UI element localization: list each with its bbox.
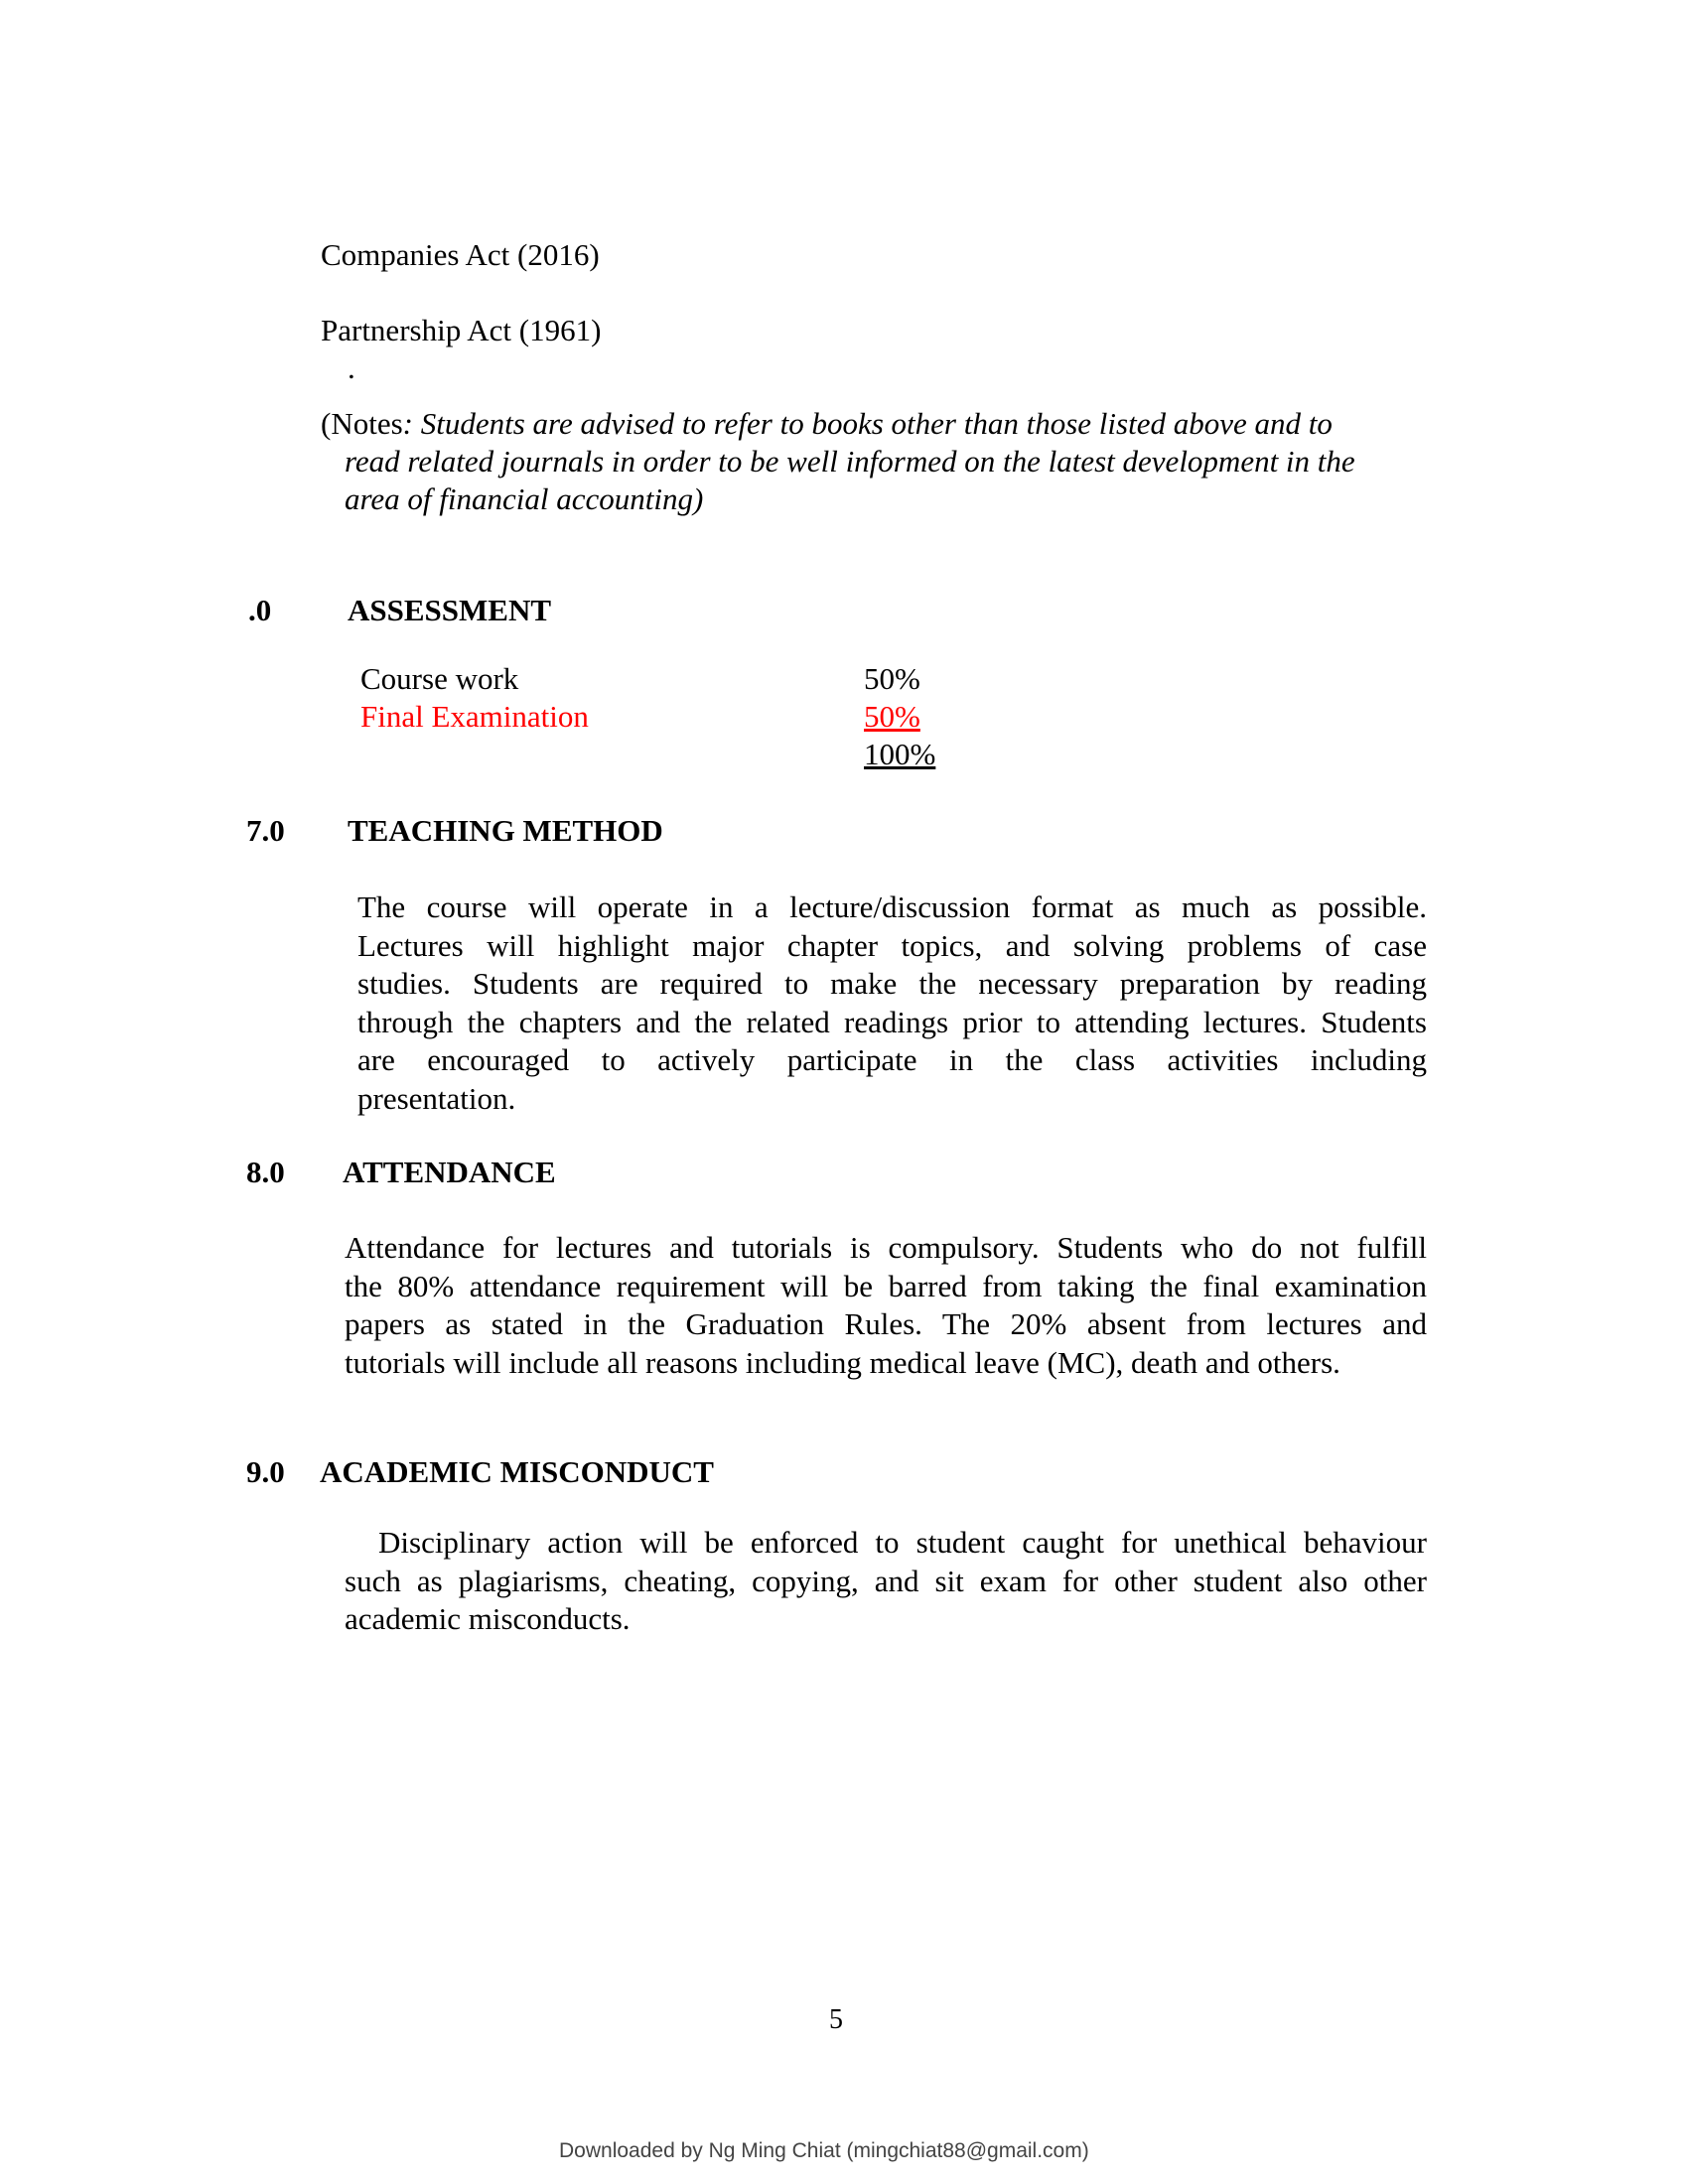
misconduct-line: Disciplinary action will be enforced to student caught for unethical behaviour bbox=[378, 1525, 1427, 1560]
teaching-paragraph bbox=[357, 888, 1427, 1118]
misconduct-line: such as plagiarisms, cheating, copying, and sit exam for other student also other bbox=[345, 1563, 1427, 1598]
misconduct-paragraph bbox=[345, 1524, 1427, 1639]
assessment-label-coursework: Course work bbox=[360, 661, 519, 696]
misconduct-line: academic misconducts. bbox=[345, 1601, 631, 1636]
teaching-line: through the chapters and the related readings prior to attending lectures. Students bbox=[357, 1004, 1427, 1039]
attendance-line: tutorials will include all reasons including medical leave (MC), death and others. bbox=[345, 1344, 1340, 1380]
section-number-misconduct: 9.0 bbox=[246, 1454, 285, 1489]
download-footer: Downloaded by Ng Ming Chiat (mingchiat88@gmail.com) bbox=[559, 2139, 1089, 2162]
notes-line-2: read related journals in order to be well informed on the latest development in the bbox=[345, 444, 1355, 478]
section-number-teaching: 7.0 bbox=[246, 813, 285, 848]
section-title-attendance: ATTENDANCE bbox=[343, 1155, 556, 1189]
assessment-total: 100% bbox=[864, 737, 936, 771]
attendance-line: Attendance for lectures and tutorials is compulsory. Students who do not fulfill bbox=[345, 1230, 1427, 1265]
section-title-assessment: ASSESSMENT bbox=[348, 593, 552, 627]
section-title-teaching: TEACHING METHOD bbox=[348, 813, 663, 848]
attendance-line: the 80% attendance requirement will be barred from taking the final examination bbox=[345, 1268, 1427, 1303]
stray-dot: . bbox=[348, 350, 355, 385]
reference-companies-act: Companies Act (2016) bbox=[321, 237, 600, 272]
page-number: 5 bbox=[829, 2004, 843, 2035]
notes-line-1 bbox=[321, 405, 1333, 443]
attendance-paragraph bbox=[345, 1229, 1427, 1382]
assessment-label-final-exam: Final Examination bbox=[360, 699, 589, 734]
teaching-line: are encouraged to actively participate in the class activities including bbox=[357, 1042, 1427, 1077]
teaching-line: The course will operate in a lecture/discussion format as much as possible. bbox=[357, 889, 1427, 924]
assessment-value-coursework: 50% bbox=[864, 661, 920, 696]
teaching-line: studies. Students are required to make the necessary preparation by reading bbox=[357, 966, 1427, 1001]
teaching-line: Lectures will highlight major chapter topics, and solving problems of case bbox=[357, 927, 1427, 963]
reference-partnership-act: Partnership Act (1961) bbox=[321, 313, 602, 347]
attendance-line: papers as stated in the Graduation Rules. The 20% absent from lectures and bbox=[345, 1306, 1427, 1341]
notes-line-3: area of financial accounting) bbox=[345, 481, 704, 516]
notes-text: : Students are advised to refer to books other than those listed above and to bbox=[402, 406, 1333, 441]
section-number-attendance: 8.0 bbox=[246, 1155, 285, 1189]
section-title-misconduct: ACADEMIC MISCONDUCT bbox=[320, 1454, 714, 1489]
assessment-value-final-exam: 50% bbox=[864, 699, 920, 734]
notes-label: (Notes bbox=[321, 406, 403, 441]
section-number-assessment: .0 bbox=[248, 593, 272, 627]
teaching-line: presentation. bbox=[357, 1080, 516, 1116]
